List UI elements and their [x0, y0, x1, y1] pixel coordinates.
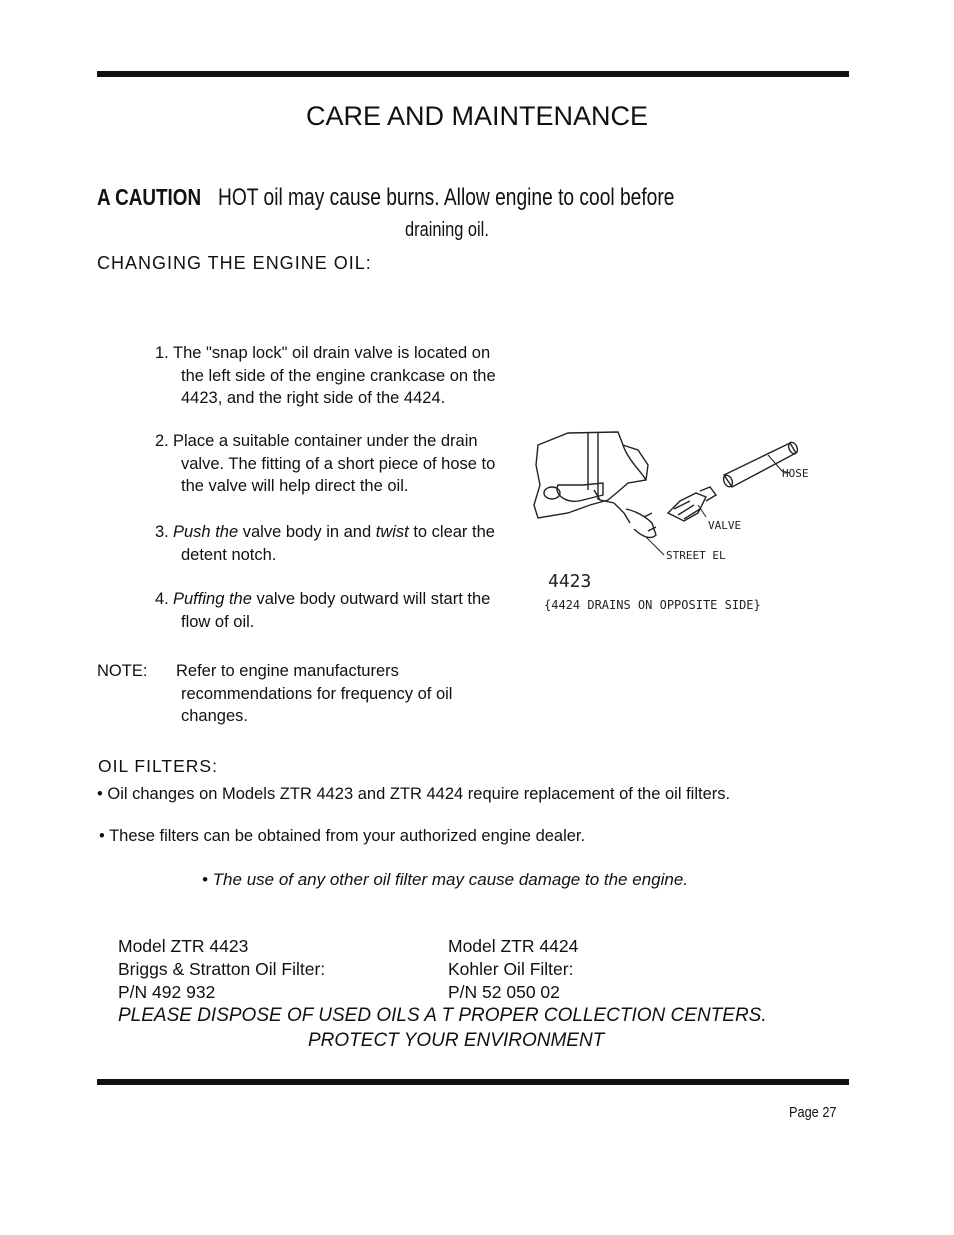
valve-drawing	[668, 487, 716, 521]
note-line: changes.	[181, 707, 248, 725]
bottom-rule	[97, 1079, 849, 1085]
step-1	[155, 342, 496, 410]
model-name: Model ZTR 4423	[118, 936, 249, 956]
oil-filter-warning: • The use of any other oil filter may cause damage to the engine.	[202, 870, 689, 889]
step-emphasis: twist	[375, 523, 409, 541]
step-2	[155, 430, 495, 498]
caution-text: HOT oil may cause burns. Allow engine to cool before	[218, 184, 675, 211]
street-el-label: STREET EL	[666, 549, 726, 562]
drain-valve-diagram	[528, 405, 860, 667]
hose-drawing	[722, 441, 799, 488]
leader-lines	[646, 455, 790, 555]
filter-brand: Kohler Oil Filter:	[448, 959, 574, 979]
step-line: detent notch.	[181, 545, 277, 564]
oil-filter-bullet-1: • Oil changes on Models ZTR 4423 and ZTR 4424 require replacement of the oil filters.	[97, 785, 731, 803]
filter-brand: Briggs & Stratton Oil Filter:	[118, 959, 326, 979]
model-4424-block	[448, 935, 578, 1004]
step-number: 1.	[155, 344, 169, 362]
caution-label: A CAUTION	[97, 184, 202, 210]
part-number: P/N 52 050 02	[448, 982, 560, 1002]
step-3	[155, 521, 495, 566]
note-line: recommendations for frequency of oil	[181, 684, 453, 703]
page-title: CARE AND MAINTENANCE	[305, 101, 649, 131]
step-text: valve body outward will start the	[251, 590, 491, 608]
step-emphasis: Puffing the	[173, 590, 252, 608]
oil-filter-bullet-2: • These filters can be obtained from your authorized engine dealer.	[99, 827, 586, 845]
step-emphasis: Push the	[173, 523, 239, 541]
step-line: The "snap lock" oil drain valve is located on	[173, 344, 491, 362]
diagram-caption: {4424 DRAINS ON OPPOSITE SIDE}	[544, 598, 761, 612]
note-label: NOTE:	[97, 662, 148, 680]
page-number: Page 27	[789, 1104, 837, 1121]
dispose-notice: PLEASE DISPOSE OF USED OILS A T PROPER COLLECTION CENTERS.	[118, 1005, 767, 1026]
valve-label: VALVE	[708, 519, 742, 532]
hose-label: HOSE	[782, 467, 809, 480]
step-number: 4.	[155, 590, 169, 608]
model-4423-block	[118, 935, 325, 1004]
top-rule	[97, 71, 849, 77]
engine-crankcase-drawing	[534, 432, 656, 537]
step-line: flow of oil.	[181, 612, 255, 631]
changing-oil-heading: CHANGING THE ENGINE OIL:	[97, 253, 372, 273]
step-line: Place a suitable container under the drain	[173, 432, 478, 450]
step-text: to clear the	[408, 523, 495, 541]
note-text	[176, 660, 452, 728]
note-line: Refer to engine manufacturers	[176, 662, 399, 680]
model-name: Model ZTR 4424	[448, 936, 579, 956]
step-4	[155, 588, 490, 633]
protect-environment: PROTECT YOUR ENVIRONMENT	[308, 1030, 605, 1051]
oil-filters-heading: OIL FILTERS:	[98, 756, 218, 776]
step-line: the left side of the engine crankcase on the	[181, 366, 496, 385]
step-text: valve body in and	[238, 523, 376, 541]
caution-text-continued: draining oil.	[405, 219, 489, 241]
step-line: valve. The fitting of a short piece of hose to	[181, 454, 496, 473]
part-number: P/N 492 932	[118, 982, 216, 1002]
step-number: 2.	[155, 432, 169, 450]
step-number: 3.	[155, 523, 169, 541]
step-line: 4423, and the right side of the 4424.	[181, 389, 446, 407]
diagram-model-number: 4423	[548, 571, 592, 592]
step-line: the valve will help direct the oil.	[181, 477, 409, 495]
